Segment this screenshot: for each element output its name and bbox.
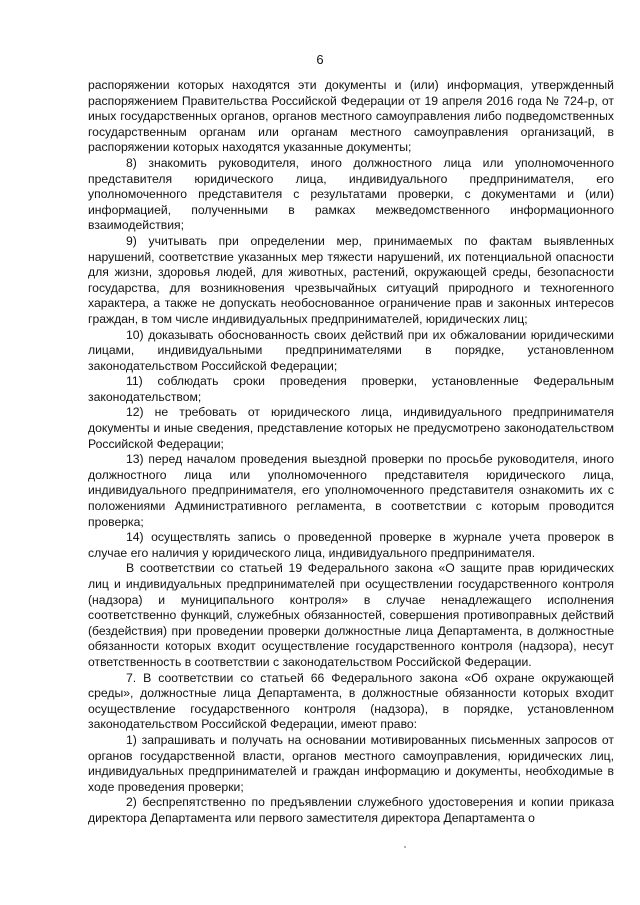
paragraph-continuation: распоряжении которых находятся эти документы и (или) информация, утвержденный распоряжением Правительства Российской Федерации от 19 апреля 2016 года № 724-р, от иных государственных органов, органов местного самоуправления либо подведомственных государственным органам или органам местного самоуправления организаций, в распоряжении которых находятся указанные документы; bbox=[88, 78, 614, 155]
scan-speck bbox=[404, 846, 406, 848]
paragraph-right-1: 1) запрашивать и получать на основании мотивированных письменных запросов от органов государственной власти, органов местного самоуправления, юридических лиц, индивидуальных предпринимателей и граждан информацию и документы, необходимые в ходе проведения проверки; bbox=[88, 732, 614, 794]
page-number: 6 bbox=[316, 52, 324, 67]
paragraph-item-9: 9) учитывать при определении мер, принимаемых по фактам выявленных нарушений, соответствие указанных мер тяжести нарушений, их потенциальной опасности для жизни, здоровья людей, для животных, растений, окружающей среды, безопасности государства, для возникновения чрезвычайных ситуаций природного и техногенного характера, а также не допускать необоснованное ограничение прав и законных интересов граждан, в том числе индивидуальных предпринимателей, юридических лиц; bbox=[88, 233, 614, 326]
document-body bbox=[88, 78, 614, 827]
paragraph-item-11: 11) соблюдать сроки проведения проверки, установленные Федеральным законодательством; bbox=[88, 374, 614, 404]
paragraph-item-12: 12) не требовать от юридического лица, индивидуального предпринимателя документы и иные сведения, представление которых не предусмотрено законодательством Российской Федерации; bbox=[88, 405, 614, 451]
paragraph-responsibility: В соответствии со статьей 19 Федерального закона «О защите прав юридических лиц и индивидуальных предпринимателей при осуществлении государственного контроля (надзора) и муниципального контроля» в случае ненадлежащего исполнения соответственно функций, служебных обязанностей, совершения противоправных действий (бездействия) при проведении проверки должностные лица Департамента, в должностные обязанности которых входит осуществление государственного контроля (надзора), несут ответственность в соответствии с законодательством Российской Федерации. bbox=[88, 561, 614, 669]
paragraph-item-13: 13) перед началом проведения выездной проверки по просьбе руководителя, иного должностного лица или уполномоченного представителя юридического лица, индивидуального предпринимателя, его уполномоченного представителя ознакомить их с положениями Административного регламента, в соответствии с которым проводится проверка; bbox=[88, 452, 614, 529]
paragraph-section-7: 7. В соответствии со статьей 66 Федерального закона «Об охране окружающей среды», должностные лица Департамента, в должностные обязанности которых входит осуществление государственного контроля (надзора), в порядке, установленном законодательством Российской Федерации, имеют право: bbox=[88, 670, 614, 732]
paragraph-item-8: 8) знакомить руководителя, иного должностного лица или уполномоченного представителя юридического лица, индивидуального предпринимателя, его уполномоченного представителя с результатами проверки, с документами и (или) информацией, полученными в рамках межведомственного информационного взаимодействия; bbox=[88, 155, 614, 233]
paragraph-item-14: 14) осуществлять запись о проведенной проверке в журнале учета проверок в случае его наличия у юридического лица, индивидуального предпринимателя. bbox=[88, 530, 614, 560]
paragraph-item-10: 10) доказывать обоснованность своих действий при их обжаловании юридическими лицами, индивидуальными предпринимателями в порядке, установленном законодательством Российской Федерации; bbox=[88, 327, 614, 373]
paragraph-right-2: 2) беспрепятственно по предъявлении служебного удостоверения и копии приказа директора Департамента или первого заместителя директора Департамента о bbox=[88, 795, 614, 825]
